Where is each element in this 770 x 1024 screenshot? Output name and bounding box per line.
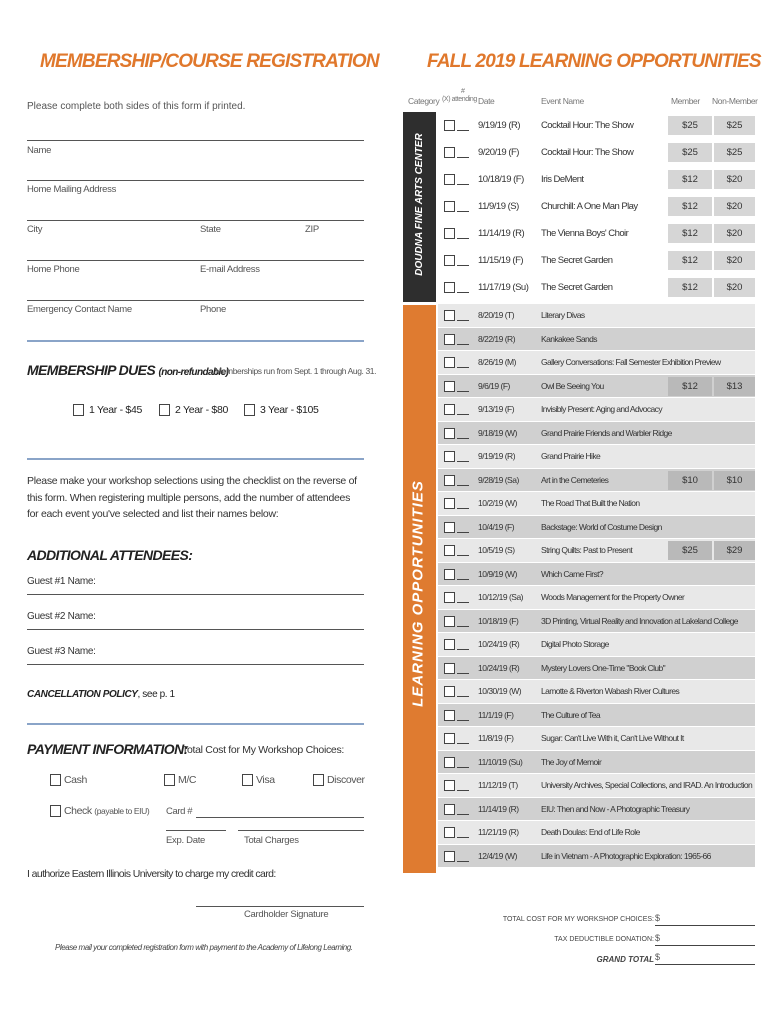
dues-2-year[interactable]: 2 Year - $80 xyxy=(159,404,228,416)
event-checkbox[interactable] xyxy=(444,381,455,392)
member-price: $10 xyxy=(668,471,712,490)
event-name: String Quilts: Past to Present xyxy=(541,545,633,555)
member-price: $12 xyxy=(668,251,712,270)
member-price: $12 xyxy=(668,170,712,189)
event-row[interactable] xyxy=(438,220,755,247)
mail-note: Please mail your completed registration form with payment to the Academy of Lifelong Learning. xyxy=(55,943,353,952)
event-checkbox[interactable] xyxy=(444,174,455,185)
event-date: 8/22/19 (R) xyxy=(478,333,516,344)
learning-label: LEARNING OPPORTUNITIES xyxy=(409,480,427,707)
event-date: 11/1/19 (F) xyxy=(478,709,514,720)
attendee-count-blank[interactable] xyxy=(457,265,469,266)
attendee-count-blank[interactable] xyxy=(457,157,469,158)
dues-3-year-checkbox[interactable] xyxy=(244,404,255,416)
pay-mc[interactable]: M/C xyxy=(164,774,196,786)
event-checkbox[interactable] xyxy=(444,710,455,721)
event-checkbox[interactable] xyxy=(444,228,455,239)
signature-line[interactable] xyxy=(196,906,364,907)
event-row[interactable] xyxy=(438,375,755,399)
address-input-line[interactable] xyxy=(27,220,364,221)
exp-date-label: Exp. Date xyxy=(166,835,206,846)
event-row[interactable] xyxy=(438,845,755,869)
exp-date-line[interactable] xyxy=(166,830,226,831)
attendee-count-blank[interactable] xyxy=(457,184,469,185)
event-name: Art in the Cemeteries xyxy=(541,474,609,485)
event-row[interactable] xyxy=(438,328,755,352)
event-row[interactable] xyxy=(438,633,755,657)
event-row[interactable] xyxy=(438,727,755,751)
event-date: 10/9/19 (W) xyxy=(478,568,517,579)
intro-text: Please complete both sides of this form if printed. xyxy=(27,101,246,112)
card-number-line[interactable] xyxy=(196,817,364,818)
event-date: 11/14/19 (R) xyxy=(478,228,525,239)
attendee-count-blank[interactable] xyxy=(457,485,469,486)
event-checkbox[interactable] xyxy=(444,475,455,486)
event-checkbox[interactable] xyxy=(444,404,455,415)
dues-3-year[interactable]: 3 Year - $105 xyxy=(244,404,319,416)
attendee-count-blank[interactable] xyxy=(457,238,469,239)
event-row[interactable] xyxy=(438,704,755,728)
event-checkbox[interactable] xyxy=(444,851,455,862)
attendee-count-blank[interactable] xyxy=(457,391,469,392)
event-row[interactable] xyxy=(438,657,755,681)
attendee-count-blank[interactable] xyxy=(457,743,469,744)
nonmember-price: $25 xyxy=(714,116,755,135)
event-name: Grand Prairie Friends and Warbler Ridge xyxy=(541,427,672,438)
event-row[interactable] xyxy=(438,112,755,139)
nonmember-price: $25 xyxy=(714,143,755,162)
event-name: Churchill: A One Man Play xyxy=(541,201,638,212)
event-name: The Road That Built the Nation xyxy=(541,498,640,508)
event-row[interactable] xyxy=(438,586,755,610)
attendee-count-blank[interactable] xyxy=(457,602,469,603)
event-row[interactable] xyxy=(438,398,755,422)
event-name: Death Doulas: End of Life Role xyxy=(541,827,640,837)
event-row[interactable] xyxy=(438,798,755,822)
pay-check[interactable]: Check (payable to EIU) xyxy=(50,805,149,817)
nonmember-price: $20 xyxy=(714,251,755,270)
divider-2 xyxy=(27,458,364,460)
attendee-count-blank[interactable] xyxy=(457,579,469,580)
event-row[interactable] xyxy=(438,304,755,328)
event-checkbox[interactable] xyxy=(444,804,455,815)
event-table xyxy=(438,112,755,868)
header-count-symbol: # xyxy=(461,88,465,95)
event-checkbox[interactable] xyxy=(444,686,455,697)
event-row[interactable] xyxy=(438,445,755,469)
total-charges-line[interactable] xyxy=(238,830,364,831)
divider-3 xyxy=(27,723,364,725)
mc-checkbox[interactable] xyxy=(164,774,175,786)
event-checkbox[interactable] xyxy=(444,522,455,533)
nonmember-price: $29 xyxy=(714,541,755,560)
event-row[interactable] xyxy=(438,539,755,563)
event-date: 9/6/19 (F) xyxy=(478,380,510,391)
event-checkbox[interactable] xyxy=(444,733,455,744)
zip-label: ZIP xyxy=(305,224,319,235)
attendee-count-blank[interactable] xyxy=(457,532,469,533)
event-name: Mystery Lovers One-Time "Book Club" xyxy=(541,662,666,673)
event-name: Sugar: Can't Live With it, Can't Live Without It xyxy=(541,733,684,743)
attendee-count-blank[interactable] xyxy=(457,837,469,838)
event-date: 10/12/19 (Sa) xyxy=(478,592,524,602)
event-date: 10/24/19 (R) xyxy=(478,639,520,649)
nonmember-price: $20 xyxy=(714,224,755,243)
home-address-label: Home Mailing Address xyxy=(27,184,117,195)
emergency-contact-label: Emergency Contact Name xyxy=(27,304,132,315)
event-row[interactable] xyxy=(438,274,755,301)
attendee-count-blank[interactable] xyxy=(457,790,469,791)
event-name: The Vienna Boys' Choir xyxy=(541,228,629,239)
attendee-count-blank[interactable] xyxy=(457,814,469,815)
workshop-note: Please make your workshop selections using the checklist on the reverse of this form. When registering multiple persons, add the number of attendees for each event you've selected and list their names below: xyxy=(27,475,357,520)
event-checkbox[interactable] xyxy=(444,282,455,293)
guest-3-line[interactable] xyxy=(27,664,364,665)
attendee-count-blank[interactable] xyxy=(457,211,469,212)
home-phone-label: Home Phone xyxy=(27,264,80,275)
total-cost-label: Total Cost for My Workshop Choices: xyxy=(182,744,345,756)
event-checkbox[interactable] xyxy=(444,545,455,556)
event-checkbox[interactable] xyxy=(444,201,455,212)
event-row[interactable] xyxy=(438,774,755,798)
event-row[interactable] xyxy=(438,563,755,587)
attendee-count-blank[interactable] xyxy=(457,767,469,768)
attendee-count-blank[interactable] xyxy=(457,461,469,462)
dues-2-year-checkbox[interactable] xyxy=(159,404,170,416)
dues-1-year-checkbox[interactable] xyxy=(73,404,84,416)
event-date: 8/20/19 (T) xyxy=(478,310,515,320)
attendee-count-blank[interactable] xyxy=(457,673,469,674)
event-row[interactable] xyxy=(438,469,755,493)
name-line[interactable] xyxy=(27,140,364,141)
pay-cash[interactable]: Cash xyxy=(50,774,87,786)
event-row[interactable] xyxy=(438,610,755,634)
event-row[interactable] xyxy=(438,193,755,220)
total-cost-currency: $ xyxy=(655,913,660,923)
event-name: EIU: Then and Now - A Photographic Treasury xyxy=(541,803,690,814)
attendee-count-blank[interactable] xyxy=(457,626,469,627)
attendee-count-blank[interactable] xyxy=(457,344,469,345)
cash-checkbox[interactable] xyxy=(50,774,61,786)
event-checkbox[interactable] xyxy=(444,616,455,627)
event-name: 3D Printing, Virtual Reality and Innovation at Lakeland College xyxy=(541,615,738,626)
attendee-count-blank[interactable] xyxy=(457,649,469,650)
event-date: 12/4/19 (W) xyxy=(478,850,517,861)
learning-title: FALL 2019 LEARNING OPPORTUNITIES xyxy=(427,51,761,72)
event-date: 10/5/19 (S) xyxy=(478,545,515,555)
attendee-count-blank[interactable] xyxy=(457,720,469,721)
event-name: The Secret Garden xyxy=(541,255,613,266)
event-row[interactable] xyxy=(438,516,755,540)
tax-deductible-line[interactable] xyxy=(655,945,755,946)
member-price: $12 xyxy=(668,377,712,396)
event-checkbox[interactable] xyxy=(444,592,455,603)
event-date: 11/12/19 (T) xyxy=(478,780,518,790)
event-date: 11/17/19 (Su) xyxy=(478,282,529,293)
pay-visa[interactable]: Visa xyxy=(242,774,275,786)
city-input-line[interactable] xyxy=(27,260,364,261)
event-checkbox[interactable] xyxy=(444,827,455,838)
event-row[interactable] xyxy=(438,351,755,375)
attendees-heading: ADDITIONAL ATTENDEES: xyxy=(27,547,193,563)
event-checkbox[interactable] xyxy=(444,757,455,768)
event-name: Iris DeMent xyxy=(541,174,584,185)
doudna-label: DOUDNA FINE ARTS CENTER xyxy=(414,133,425,276)
event-name: Kankakee Sands xyxy=(541,333,597,344)
state-label: State xyxy=(200,224,221,235)
event-date: 8/26/19 (M) xyxy=(478,357,516,367)
attendee-count-blank[interactable] xyxy=(457,438,469,439)
event-date: 10/18/19 (F) xyxy=(478,174,524,185)
event-date: 11/15/19 (F) xyxy=(478,255,524,266)
divider-1 xyxy=(27,340,364,342)
authorize-text: I authorize Eastern Illinois University to charge my credit card: xyxy=(27,868,276,880)
event-name: The Secret Garden xyxy=(541,282,613,293)
doudna-category-bar xyxy=(403,112,436,302)
event-row[interactable] xyxy=(438,751,755,775)
event-row[interactable] xyxy=(438,680,755,704)
event-name: The Joy of Memoir xyxy=(541,756,602,767)
event-name: Digital Photo Storage xyxy=(541,639,609,649)
event-name: University Archives, Special Collections, and IRAD. An Introduction xyxy=(541,780,753,790)
grand-total-line[interactable] xyxy=(655,964,755,965)
email-label: E-mail Address xyxy=(200,264,260,275)
attendee-count-blank[interactable] xyxy=(457,508,469,509)
event-date: 11/21/19 (R) xyxy=(478,827,519,837)
event-name: Literary Divas xyxy=(541,310,585,320)
event-name: The Culture of Tea xyxy=(541,709,600,720)
event-date: 11/14/19 (R) xyxy=(478,803,519,814)
event-checkbox[interactable] xyxy=(444,569,455,580)
nonmember-price: $20 xyxy=(714,170,755,189)
event-checkbox[interactable] xyxy=(444,428,455,439)
tax-deductible-label: TAX DEDUCTIBLE DONATION: xyxy=(554,936,654,943)
event-name: Owl Be Seeing You xyxy=(541,380,604,391)
guest-2-line[interactable] xyxy=(27,629,364,630)
attendee-count-blank[interactable] xyxy=(457,861,469,862)
event-row[interactable] xyxy=(438,422,755,446)
event-checkbox[interactable] xyxy=(444,147,455,158)
event-row[interactable] xyxy=(438,139,755,166)
event-name: Cocktail Hour: The Show xyxy=(541,120,634,131)
header-attending: (X) attending xyxy=(442,96,477,103)
event-date: 10/4/19 (F) xyxy=(478,521,515,532)
event-name: Cocktail Hour: The Show xyxy=(541,147,634,158)
signature-label: Cardholder Signature xyxy=(244,909,329,920)
event-date: 11/8/19 (F) xyxy=(478,733,514,743)
header-category: Category xyxy=(408,96,440,106)
guest-1-label: Guest #1 Name: xyxy=(27,576,96,587)
dues-1-year[interactable]: 1 Year - $45 xyxy=(73,404,142,416)
name-input-line[interactable] xyxy=(27,180,364,181)
event-checkbox[interactable] xyxy=(444,663,455,674)
pay-discover[interactable]: Discover xyxy=(313,774,365,786)
attendee-count-blank[interactable] xyxy=(457,696,469,697)
header-member: Member xyxy=(671,96,700,106)
event-name: Life in Vietnam - A Photographic Exploration: 1965-66 xyxy=(541,850,711,861)
event-date: 9/28/19 (Sa) xyxy=(478,474,519,485)
event-name: Grand Prairie Hike xyxy=(541,451,601,461)
event-date: 9/19/19 (R) xyxy=(478,451,516,461)
nonmember-price: $20 xyxy=(714,197,755,216)
member-price: $12 xyxy=(668,224,712,243)
city-label: City xyxy=(27,224,43,235)
event-date: 9/19/19 (R) xyxy=(478,120,521,131)
event-date: 10/2/19 (W) xyxy=(478,498,517,508)
event-checkbox[interactable] xyxy=(444,120,455,131)
learning-category-bar xyxy=(403,305,436,873)
attendee-count-blank[interactable] xyxy=(457,367,469,368)
member-price: $12 xyxy=(668,278,712,297)
event-name: Gallery Conversations: Fall Semester Exhibition Preview xyxy=(541,357,721,367)
total-cost-label-right: TOTAL COST FOR MY WORKSHOP CHOICES: xyxy=(502,916,654,923)
member-price: $25 xyxy=(668,116,712,135)
event-name: Backstage: World of Costume Design xyxy=(541,521,662,532)
attendee-count-blank[interactable] xyxy=(457,414,469,415)
name-label: Name xyxy=(27,145,52,156)
event-row[interactable] xyxy=(438,492,755,516)
event-checkbox[interactable] xyxy=(444,639,455,650)
event-date: 9/20/19 (F) xyxy=(478,147,519,158)
event-checkbox[interactable] xyxy=(444,255,455,266)
header-date: Date xyxy=(478,96,495,106)
event-date: 9/18/19 (W) xyxy=(478,427,517,438)
event-row[interactable] xyxy=(438,821,755,845)
header-event: Event Name xyxy=(541,96,584,106)
event-date: 11/10/19 (Su) xyxy=(478,756,523,767)
event-date: 10/18/19 (F) xyxy=(478,615,519,626)
tax-deductible-currency: $ xyxy=(655,933,660,943)
event-checkbox[interactable] xyxy=(444,780,455,791)
registration-title: MEMBERSHIP/COURSE REGISTRATION xyxy=(40,51,379,72)
nonmember-price: $13 xyxy=(714,377,755,396)
grand-total-currency: $ xyxy=(655,952,660,962)
check-checkbox[interactable] xyxy=(50,805,61,817)
event-date: 10/30/19 (W) xyxy=(478,686,522,696)
member-price: $12 xyxy=(668,197,712,216)
nonmember-price: $10 xyxy=(714,471,755,490)
guest-3-label: Guest #3 Name: xyxy=(27,646,96,657)
event-row[interactable] xyxy=(438,247,755,274)
attendee-count-blank[interactable] xyxy=(457,320,469,321)
event-date: 10/24/19 (R) xyxy=(478,662,520,673)
membership-heading: MEMBERSHIP DUES (non-refundable) xyxy=(27,362,229,378)
total-cost-line[interactable] xyxy=(655,925,755,926)
grand-total-label: GRAND TOTAL xyxy=(596,955,654,964)
member-price: $25 xyxy=(668,541,712,560)
event-row[interactable] xyxy=(438,166,755,193)
attendee-count-blank[interactable] xyxy=(457,292,469,293)
member-price: $25 xyxy=(668,143,712,162)
guest-1-line[interactable] xyxy=(27,594,364,595)
event-name: Lamotte & Riverton Wabash River Cultures xyxy=(541,686,680,696)
event-name: Invisibly Present: Aging and Advocacy xyxy=(541,404,662,414)
event-checkbox[interactable] xyxy=(444,498,455,509)
event-checkbox[interactable] xyxy=(444,451,455,462)
event-checkbox[interactable] xyxy=(444,357,455,368)
event-name: Woods Management for the Property Owner xyxy=(541,592,685,602)
attendee-count-blank[interactable] xyxy=(457,130,469,131)
header-nonmember: Non-Member xyxy=(712,96,758,106)
event-date: 9/13/19 (F) xyxy=(478,404,515,414)
total-charges-label: Total Charges xyxy=(244,835,299,846)
visa-checkbox[interactable] xyxy=(242,774,253,786)
phone-input-line[interactable] xyxy=(27,300,364,301)
discover-checkbox[interactable] xyxy=(313,774,324,786)
membership-period-note: Memberships run from Sept. 1 through Aug. 31. xyxy=(215,366,377,376)
guest-2-label: Guest #2 Name: xyxy=(27,611,96,622)
event-checkbox[interactable] xyxy=(444,334,455,345)
event-checkbox[interactable] xyxy=(444,310,455,321)
event-date: 11/9/19 (S) xyxy=(478,201,519,212)
attendee-count-blank[interactable] xyxy=(457,555,469,556)
cancellation-policy: CANCELLATION POLICY, see p. 1 xyxy=(27,689,175,700)
card-number-label: Card # xyxy=(166,806,193,817)
payment-heading: PAYMENT INFORMATION: xyxy=(27,741,188,757)
phone-label: Phone xyxy=(200,304,226,315)
event-name: Which Came First? xyxy=(541,568,604,579)
nonmember-price: $20 xyxy=(714,278,755,297)
